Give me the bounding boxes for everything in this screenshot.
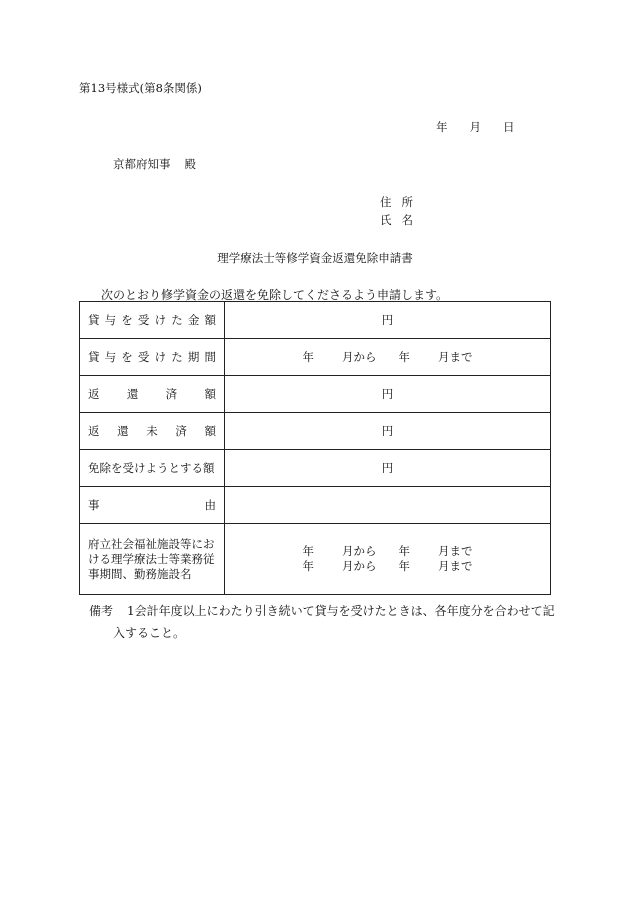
date-year-label: 年 <box>436 120 448 134</box>
period-text: 年 月から 年 月まで 年 月から 年 月まで <box>302 544 473 573</box>
service-period-field[interactable] <box>225 524 551 595</box>
table-row <box>80 376 551 413</box>
period-text: 年 月から 年 月まで <box>302 349 473 364</box>
repaid-amount-label: 返 還 済 額 <box>80 376 225 413</box>
date-line <box>436 119 515 135</box>
table-row <box>80 413 551 450</box>
exemption-amount-field[interactable]: 円 <box>225 450 551 487</box>
addressee-honorific: 殿 <box>184 157 196 171</box>
form-number: 第13号様式(第8条関係) <box>79 81 202 95</box>
reason-field[interactable] <box>225 487 551 524</box>
table-row <box>80 524 551 595</box>
table-row <box>80 487 551 524</box>
addressee-name: 京都府知事 <box>113 157 171 171</box>
unpaid-amount-label: 返 還 未 済 額 <box>80 413 225 450</box>
application-table <box>79 301 551 595</box>
addressee <box>113 156 196 172</box>
loan-amount-label: 貸 与 を 受 け た 金 額 <box>80 302 225 339</box>
note-line-1 <box>89 602 555 619</box>
loan-period-label: 貸 与 を 受 け た 期 間 <box>80 339 225 376</box>
date-month-label: 月 <box>469 120 481 134</box>
note-line-2: 入すること。 <box>113 626 186 640</box>
loan-amount-field[interactable]: 円 <box>225 302 551 339</box>
date-day-label: 日 <box>503 120 515 134</box>
reason-label: 事 由 <box>80 487 225 524</box>
document-title: 理学療法士等修学資金返還免除申請書 <box>217 251 413 265</box>
loan-period-field[interactable] <box>225 339 551 376</box>
repaid-amount-field[interactable]: 円 <box>225 376 551 413</box>
intro-text: 次のとおり修学資金の返還を免除してくださるよう申請します。 <box>101 288 449 302</box>
table-row <box>80 450 551 487</box>
note-lead: 備考 <box>89 604 114 618</box>
table-row <box>80 302 551 339</box>
applicant-name-label: 氏 名 <box>380 213 413 227</box>
service-period-label: 府立社会福祉施設等における理学療法士等業務従事期間、勤務施設名 <box>80 524 225 595</box>
unpaid-amount-field[interactable]: 円 <box>225 413 551 450</box>
note-text: 1会計年度以上にわたり引き続いて貸与を受けたときは、各年度分を合わせて記 <box>127 604 555 618</box>
applicant-address-label: 住 所 <box>380 195 413 209</box>
table-row <box>80 339 551 376</box>
exemption-amount-label: 免除を受けようとする額 <box>80 450 225 487</box>
